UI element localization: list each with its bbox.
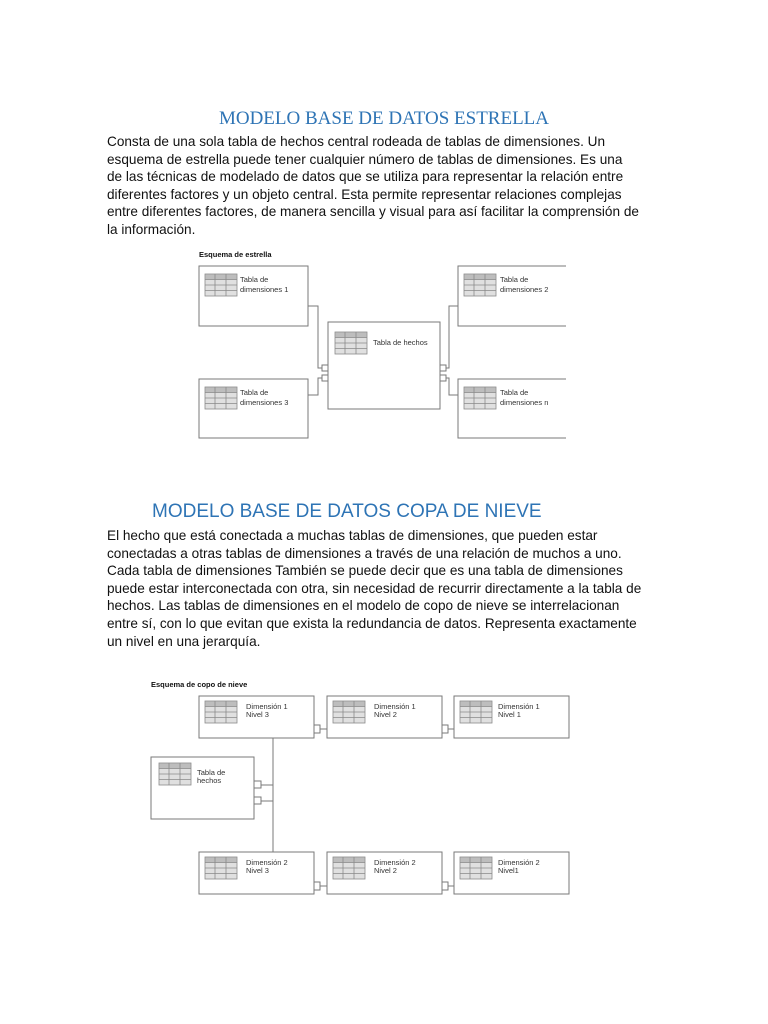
table-label: Tabla de (197, 768, 226, 777)
table-label: Nivel 1 (498, 710, 521, 719)
paragraph-line: la información. (107, 221, 196, 237)
dimension-1-level-2 (327, 696, 448, 738)
table-label: Dimensión 1 (498, 702, 540, 711)
table-label: Nivel 2 (374, 710, 397, 719)
table-icon (460, 857, 492, 879)
table-label: Tabla de (500, 275, 529, 284)
table-icon (205, 701, 237, 723)
dimension-table-3 (199, 379, 308, 438)
table-label: Nivel 3 (246, 866, 269, 875)
dimension-1-level-1 (454, 696, 569, 738)
table-label: Tabla de (240, 275, 269, 284)
paragraph-line: Consta de una sola tabla de hechos central rodeada de tablas de dimensiones. Un (107, 134, 606, 149)
table-label: Dimensión 2 (246, 858, 288, 867)
dimension-2-level-2 (327, 852, 448, 894)
dimension-1-level-3 (199, 696, 320, 738)
fact-table (322, 322, 446, 409)
paragraph-line: El hecho que está conectada a muchas tablas de dimensiones, que pueden estar (107, 528, 598, 543)
paragraph-line: entre sí, con lo que evitan que exista la redundancia de datos. Representa exactamente (107, 615, 637, 631)
table-label: Tabla de (240, 388, 269, 397)
snowflake-model-paragraph (107, 527, 663, 650)
dimension-table-1 (199, 266, 308, 326)
paragraph-line: de las técnicas de modelado de datos que se utiliza para representar la relación entre (107, 169, 624, 185)
paragraph-line: Cada tabla de dimensiones También se puede decir que es una tabla de dimensiones (107, 563, 623, 579)
dimension-table-2 (458, 266, 566, 326)
paragraph-line: entre diferentes factores, de manera sencilla y visual para así facilitar la comprensión de (107, 204, 639, 220)
table-label: dimensiones 2 (500, 285, 549, 294)
star-schema-diagram (199, 250, 566, 438)
table-label: dimensiones n (500, 398, 549, 407)
table-label: Dimensión 1 (246, 702, 288, 711)
snowflake-diagram-title: Esquema de copo de nieve (151, 680, 248, 689)
table-label: Tabla de (500, 388, 529, 397)
dimension-2-level-1 (454, 852, 569, 894)
table-label: dimensiones 1 (240, 285, 289, 294)
table-icon (333, 701, 365, 723)
star-diagram-title: Esquema de estrella (199, 250, 272, 259)
table-label: Dimensión 1 (374, 702, 416, 711)
table-label: Dimensión 2 (374, 858, 416, 867)
snowflake-model-title: MODELO BASE DE DATOS COPA DE NIEVE (152, 501, 542, 522)
snowflake-schema-diagram (151, 680, 569, 894)
table-icon (464, 274, 496, 296)
table-label: dimensiones 3 (240, 398, 289, 407)
table-label: Nivel 3 (246, 710, 269, 719)
table-label: hechos (197, 776, 222, 785)
table-icon (159, 763, 191, 785)
table-icon (205, 387, 237, 409)
star-model-title: MODELO BASE DE DATOS ESTRELLA (218, 108, 550, 129)
paragraph-line: hechos. Las tablas de dimensiones en el modelo de copo de nieve se interrelacionan (107, 598, 620, 614)
table-icon (460, 701, 492, 723)
snowflake-fact-table (151, 757, 261, 819)
table-icon (333, 857, 365, 879)
dimension-table-n (458, 379, 566, 438)
table-icon (205, 274, 237, 296)
table-label: Dimensión 2 (498, 858, 540, 867)
table-label: Tabla de hechos (373, 338, 428, 347)
table-icon (464, 387, 496, 409)
paragraph-line: conectadas a otras tablas de dimensiones a través de una relación de muchos a uno. (107, 545, 622, 561)
paragraph-line: un nivel en una jerarquía. (107, 633, 261, 649)
paragraph-line: puede estar interconectada con otra, sin necesidad de recurrir directamente a la tabla de (107, 580, 642, 596)
table-label: Nivel 2 (374, 866, 397, 875)
paragraph-line: esquema de estrella puede tener cualquier número de tablas de dimensiones. Es una (107, 151, 623, 167)
table-icon (335, 332, 367, 354)
dimension-2-level-3 (199, 852, 320, 894)
paragraph-line: diferentes factores y un objeto central. Esta permite representar relaciones complejas (107, 186, 622, 202)
table-icon (205, 857, 237, 879)
table-label: Nivel1 (498, 866, 519, 875)
